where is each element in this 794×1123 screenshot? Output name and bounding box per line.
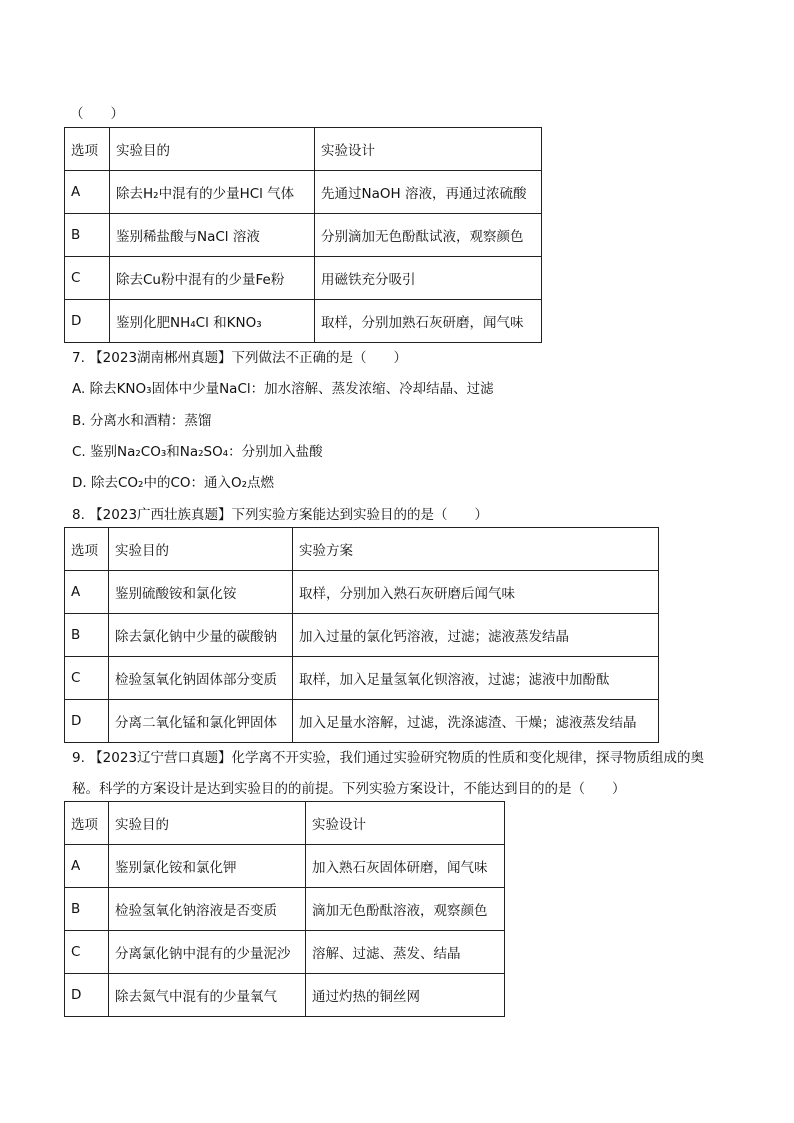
table-cell: 溶解、过滤、蒸发、结晶 (306, 931, 505, 974)
table-header-row (65, 802, 505, 845)
table-row (65, 214, 542, 257)
table-cell: D (65, 700, 109, 743)
q7-option-d: D. 除去CO₂中的CO：通入O₂点燃 (72, 475, 275, 491)
table-cell: 检验氢氧化钠固体部分变质 (109, 657, 293, 700)
table-row (65, 657, 659, 700)
table-row (65, 974, 505, 1017)
q6-table (64, 127, 542, 343)
table-row (65, 845, 505, 888)
header-cell: 选项 (65, 528, 109, 571)
q8-table (64, 527, 659, 743)
table-cell: 通过灼热的铜丝网 (306, 974, 505, 1017)
table-cell: 分离二氧化锰和氯化钾固体 (109, 700, 293, 743)
table-cell: D (65, 974, 109, 1017)
table-cell: 分别滴加无色酚酞试液，观察颜色 (315, 214, 542, 257)
table-cell: A (65, 571, 109, 614)
table-cell: C (65, 257, 110, 300)
table-cell: B (65, 214, 110, 257)
table-cell: B (65, 614, 109, 657)
q7-option-a: A. 除去KNO₃固体中少量NaCl：加水溶解、蒸发浓缩、冷却结晶、过滤 (72, 381, 494, 397)
header-cell: 实验目的 (109, 802, 306, 845)
table-row (65, 700, 659, 743)
header-cell: 实验方案 (293, 528, 659, 571)
header-cell: 实验设计 (306, 802, 505, 845)
table-cell: C (65, 931, 109, 974)
table-cell: 鉴别硫酸铵和氯化铵 (109, 571, 293, 614)
table-row (65, 931, 505, 974)
header-cell: 选项 (65, 128, 110, 171)
table-cell: 鉴别稀盐酸与NaCl 溶液 (110, 214, 315, 257)
header-cell: 实验目的 (109, 528, 293, 571)
table-cell: 除去氮气中混有的少量氧气 (109, 974, 306, 1017)
header-cell: 实验设计 (315, 128, 542, 171)
table-cell: A (65, 171, 110, 214)
header-cell: 实验目的 (110, 128, 315, 171)
table-cell: 滴加无色酚酞溶液，观察颜色 (306, 888, 505, 931)
table-cell: 加入过量的氯化钙溶液，过滤；滤液蒸发结晶 (293, 614, 659, 657)
q6-answer-bracket: （ ） (70, 106, 124, 122)
q7-option-b: B. 分离水和酒精：蒸馏 (72, 413, 212, 429)
table-cell: A (65, 845, 109, 888)
table-cell: 取样，分别加熟石灰研磨，闻气味 (315, 300, 542, 343)
table-cell: 鉴别化肥NH₄Cl 和KNO₃ (110, 300, 315, 343)
q8-stem: 8. 【2023广西壮族真题】下列实验方案能达到实验目的的是（ ） (72, 507, 489, 523)
table-cell: B (65, 888, 109, 931)
table-row (65, 171, 542, 214)
table-cell: 加入足量水溶解，过滤，洗涤滤渣、干燥；滤液蒸发结晶 (293, 700, 659, 743)
table-header-row (65, 528, 659, 571)
table-cell: 鉴别氯化铵和氯化钾 (109, 845, 306, 888)
table-cell: C (65, 657, 109, 700)
table-cell: 检验氢氧化钠溶液是否变质 (109, 888, 306, 931)
table-cell: D (65, 300, 110, 343)
table-row (65, 257, 542, 300)
table-cell: 加入熟石灰固体研磨，闻气味 (306, 845, 505, 888)
table-cell: 用磁铁充分吸引 (315, 257, 542, 300)
q9-stem-line2: 秘。科学的方案设计是达到实验目的的前提。下列实验方案设计，不能达到目的的是（ ） (72, 781, 626, 797)
table-header-row (65, 128, 542, 171)
table-cell: 分离氯化钠中混有的少量泥沙 (109, 931, 306, 974)
table-row (65, 300, 542, 343)
table-row (65, 571, 659, 614)
table-row (65, 888, 505, 931)
q7-option-c: C. 鉴别Na₂CO₃和Na₂SO₄：分别加入盐酸 (72, 444, 323, 460)
q9-stem-line1: 9. 【2023辽宁营口真题】化学离不开实验，我们通过实验研究物质的性质和变化规律，探寻物质组成的奥 (72, 750, 705, 766)
q7-stem: 7. 【2023湖南郴州真题】下列做法不正确的是（ ） (72, 350, 408, 366)
table-cell: 除去H₂中混有的少量HCl 气体 (110, 171, 315, 214)
table-row (65, 614, 659, 657)
q9-table (64, 801, 505, 1017)
table-cell: 除去氯化钠中少量的碳酸钠 (109, 614, 293, 657)
header-cell: 选项 (65, 802, 109, 845)
table-cell: 除去Cu粉中混有的少量Fe粉 (110, 257, 315, 300)
table-cell: 先通过NaOH 溶液，再通过浓硫酸 (315, 171, 542, 214)
table-cell: 取样，加入足量氢氧化钡溶液，过滤；滤液中加酚酞 (293, 657, 659, 700)
table-cell: 取样，分别加入熟石灰研磨后闻气味 (293, 571, 659, 614)
